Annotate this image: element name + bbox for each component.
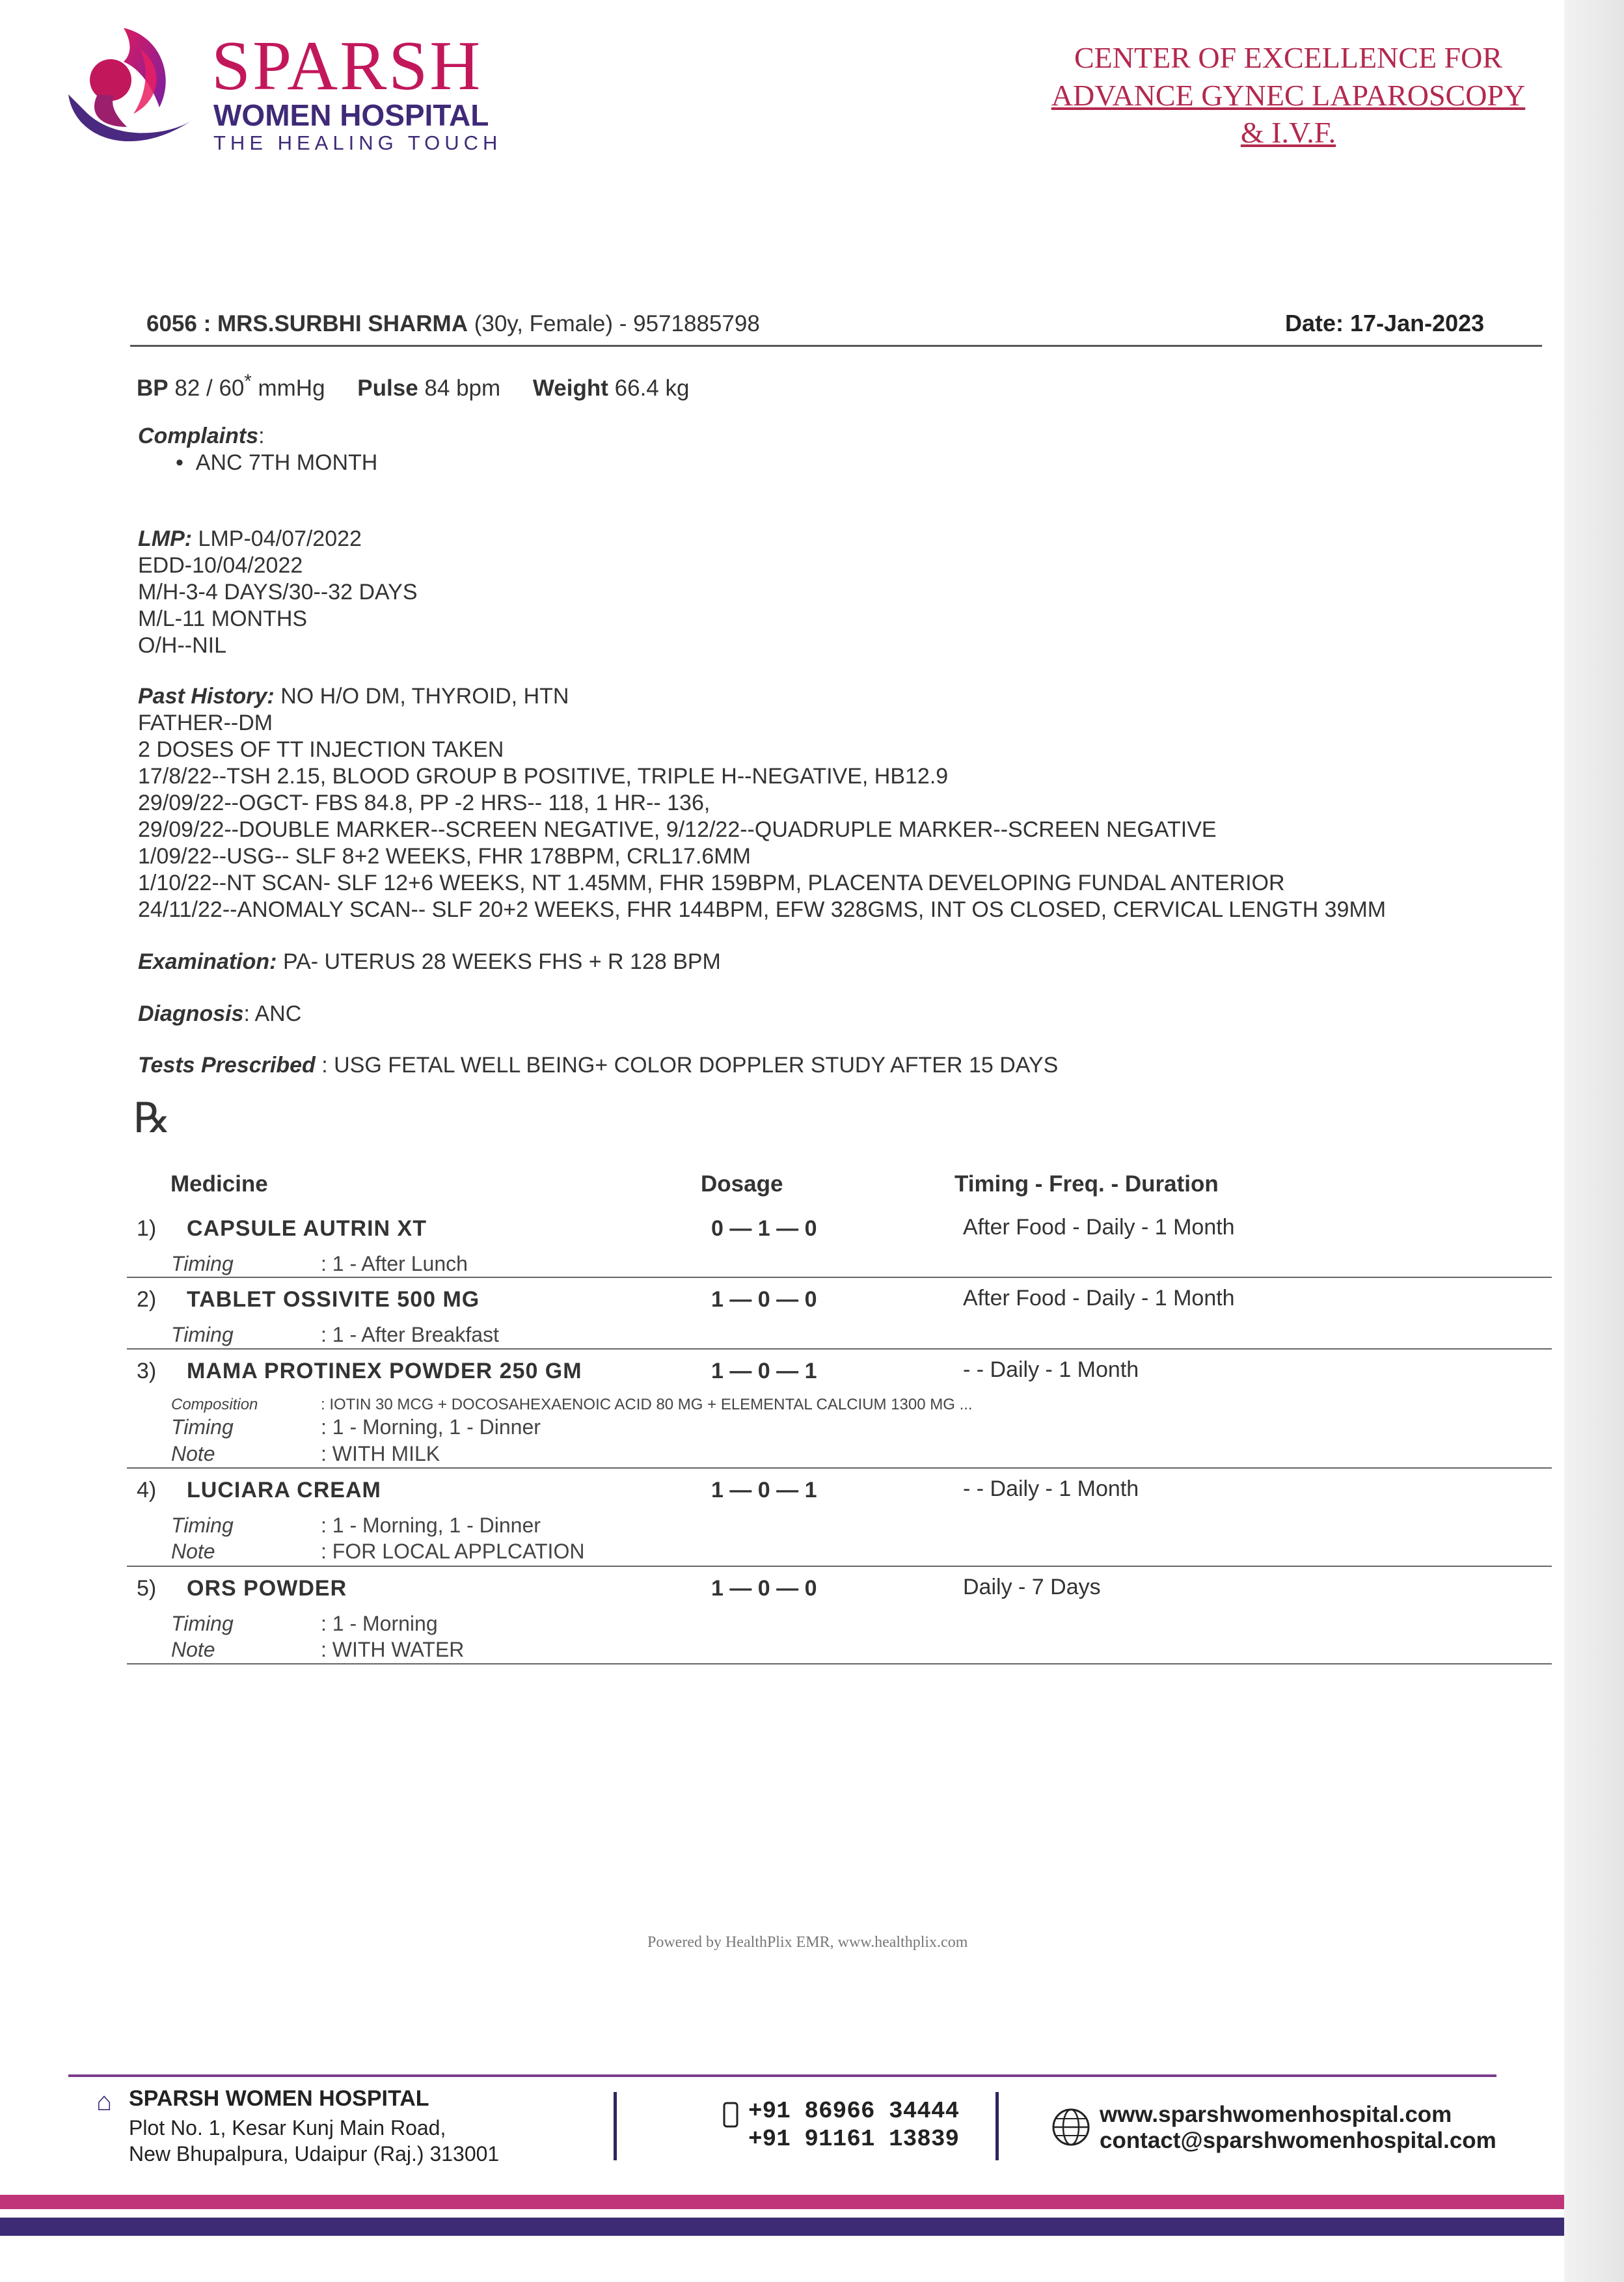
brand-name: SPARSH xyxy=(211,27,483,105)
med-num: 3) xyxy=(137,1359,157,1383)
lmp-line: EDD-10/04/2022 xyxy=(138,553,303,578)
med-freq: After Food - Daily - 1 Month xyxy=(963,1215,1235,1240)
past-history-line: 1/10/22--NT SCAN- SLF 12+6 WEEKS, NT 1.45MM, FHR 159BPM, PLACENTA DEVELOPING FUNDAL ANTERIOR xyxy=(138,871,1285,895)
composition-value: : IOTIN 30 MCG + DOCOSAHEXAENOIC ACID 80 MG + ELEMENTAL CALCIUM 1300 MG ... xyxy=(321,1396,973,1413)
lmp-label: LMP: xyxy=(138,526,193,551)
timing-value: : 1 - Morning xyxy=(321,1612,438,1635)
visit-date: Date: 17-Jan-2023 xyxy=(1285,310,1485,336)
footer-separator xyxy=(995,2092,999,2160)
footer-address-2: New Bhupalpura, Udaipur (Raj.) 313001 xyxy=(129,2142,500,2166)
lmp-line: M/H-3-4 DAYS/30--32 DAYS xyxy=(138,580,418,604)
timing-label: Timing xyxy=(171,1612,234,1635)
note-label: Note xyxy=(171,1442,215,1465)
past-history-line: 2 DOSES OF TT INJECTION TAKEN xyxy=(138,737,504,762)
examination-section xyxy=(138,949,721,975)
med-name: ORS POWDER xyxy=(187,1576,347,1601)
lmp-line: O/H--NIL xyxy=(138,633,226,658)
past-history-label: Past History: xyxy=(138,684,275,709)
past-history-line: 29/09/22--OGCT- FBS 84.8, PP -2 HRS-- 118, 1 HR-- 136, xyxy=(138,791,710,815)
timing-label: Timing xyxy=(171,1252,234,1275)
med-num: 2) xyxy=(137,1287,157,1312)
timing-value: : 1 - Morning, 1 - Dinner xyxy=(321,1514,541,1537)
med-num: 5) xyxy=(137,1576,157,1601)
pulse-label: Pulse xyxy=(357,375,418,401)
vitals xyxy=(137,371,715,401)
row-divider xyxy=(127,1566,1552,1567)
bp-value: 82 / 60 xyxy=(174,375,245,401)
med-freq: - - Daily - 1 Month xyxy=(963,1357,1139,1382)
tests-label: Tests Prescribed xyxy=(138,1053,316,1078)
footer-website[interactable]: www.sparshwomenhospital.com xyxy=(1100,2102,1452,2127)
diagnosis-label: Diagnosis xyxy=(138,1001,244,1026)
examination-label: Examination: xyxy=(138,949,277,974)
past-history-line: 29/09/22--DOUBLE MARKER--SCREEN NEGATIVE, 9/12/22--QUADRUPLE MARKER--SCREEN NEGATIVE xyxy=(138,817,1217,842)
rx-icon: ℞ xyxy=(133,1095,171,1141)
timing-label: Timing xyxy=(171,1323,234,1346)
complaints-label: Complaints xyxy=(138,424,259,448)
footer-phone-1: +91 86966 34444 xyxy=(748,2098,960,2125)
complaint-item: ANC 7TH MONTH xyxy=(195,450,378,475)
bp-label: BP xyxy=(137,375,169,401)
med-freq: After Food - Daily - 1 Month xyxy=(963,1286,1235,1311)
med-dosage: 1 — 0 — 1 xyxy=(711,1478,817,1502)
past-history-line: FATHER--DM xyxy=(138,711,273,735)
footer-hospital-name: SPARSH WOMEN HOSPITAL xyxy=(129,2086,429,2111)
patient-phone: - 9571885798 xyxy=(619,311,760,336)
med-name: LUCIARA CREAM xyxy=(187,1478,381,1502)
med-name: TABLET OSSIVITE 500 MG xyxy=(187,1287,480,1312)
phone-icon xyxy=(722,2102,739,2128)
note-label: Note xyxy=(171,1638,215,1661)
med-num: 1) xyxy=(137,1216,157,1241)
med-dosage: 0 — 1 — 0 xyxy=(711,1216,817,1241)
tests-section xyxy=(138,1052,1058,1079)
coe-line-3: & I.V.F. xyxy=(1240,116,1336,149)
weight-label: Weight xyxy=(532,375,608,401)
footer-purple-bar xyxy=(0,2218,1564,2236)
composition-label: Composition xyxy=(171,1396,258,1413)
footer-top-rule xyxy=(68,2074,1496,2077)
footer-phone-2: +91 91161 13839 xyxy=(748,2126,960,2153)
tests-value: : USG FETAL WELL BEING+ COLOR DOPPLER STUDY AFTER 15 DAYS xyxy=(321,1053,1059,1078)
sparsh-logo-icon xyxy=(62,23,208,163)
footer-separator xyxy=(614,2092,617,2160)
globe-icon xyxy=(1051,2107,1091,2147)
col-dosage: Dosage xyxy=(701,1171,783,1197)
bp-mark: * xyxy=(244,371,252,392)
note-label: Note xyxy=(171,1540,215,1563)
past-history-line: 17/8/22--TSH 2.15, BLOOD GROUP B POSITIVE, TRIPLE H--NEGATIVE, HB12.9 xyxy=(138,764,949,789)
bp-unit: mmHg xyxy=(258,375,325,401)
col-timing: Timing - Freq. - Duration xyxy=(954,1171,1219,1197)
timing-label: Timing xyxy=(171,1415,234,1439)
row-divider xyxy=(127,1663,1552,1664)
med-dosage: 1 — 0 — 1 xyxy=(711,1359,817,1383)
past-history-line: 24/11/22--ANOMALY SCAN-- SLF 20+2 WEEKS, FHR 144BPM, EFW 328GMS, INT OS CLOSED, CERVICAL LENGTH 39MM xyxy=(138,897,1387,922)
weight-value: 66.4 kg xyxy=(614,375,690,401)
brand-tagline: THE HEALING TOUCH xyxy=(213,131,502,154)
lmp-section xyxy=(138,526,418,659)
coe-line-1: CENTER OF EXCELLENCE FOR xyxy=(1074,41,1503,74)
home-icon: ⌂ xyxy=(96,2087,113,2116)
patient-divider xyxy=(130,345,1542,347)
note-value: : WITH MILK xyxy=(321,1442,440,1465)
med-dosage: 1 — 0 — 0 xyxy=(711,1576,817,1601)
med-dosage: 1 — 0 — 0 xyxy=(711,1287,817,1312)
lmp-line: M/L-11 MONTHS xyxy=(138,606,308,631)
past-history-line: NO H/O DM, THYROID, HTN xyxy=(280,684,569,709)
complaints-colon: : xyxy=(258,424,265,448)
footer-email[interactable]: contact@sparshwomenhospital.com xyxy=(1100,2128,1496,2153)
examination-value: PA- UTERUS 28 WEEKS FHS + R 128 BPM xyxy=(282,949,721,974)
timing-value: : 1 - After Lunch xyxy=(321,1252,468,1275)
med-name: CAPSULE AUTRIN XT xyxy=(187,1216,427,1241)
scan-edge-shadow xyxy=(1564,0,1624,2282)
patient-age-gender: (30y, Female) xyxy=(474,311,614,336)
pulse-value: 84 bpm xyxy=(424,375,501,401)
med-freq: Daily - 7 Days xyxy=(963,1575,1101,1599)
patient-info xyxy=(146,311,760,337)
lmp-line: LMP-04/07/2022 xyxy=(198,526,362,551)
med-freq: - - Daily - 1 Month xyxy=(963,1476,1139,1501)
brand-subtitle: WOMEN HOSPITAL xyxy=(213,98,489,132)
patient-id-name: 6056 : MRS.SURBHI SHARMA xyxy=(146,311,468,336)
row-divider xyxy=(127,1467,1552,1469)
powered-by: Powered by HealthPlix EMR, www.healthplix.com xyxy=(647,1934,968,1951)
row-divider xyxy=(127,1348,1552,1350)
diagnosis-value: : ANC xyxy=(243,1001,302,1026)
diagnosis-section xyxy=(138,1001,301,1027)
timing-label: Timing xyxy=(171,1514,234,1537)
med-name: MAMA PROTINEX POWDER 250 GM xyxy=(187,1359,582,1383)
past-history-line: 1/09/22--USG-- SLF 8+2 WEEKS, FHR 178BPM, CRL17.6MM xyxy=(138,844,751,869)
col-medicine: Medicine xyxy=(170,1171,268,1197)
past-history-section xyxy=(138,683,1386,923)
note-value: : WITH WATER xyxy=(321,1638,465,1661)
center-of-excellence xyxy=(1041,39,1536,152)
timing-value: : 1 - Morning, 1 - Dinner xyxy=(321,1415,541,1439)
coe-line-2: ADVANCE GYNEC LAPAROSCOPY xyxy=(1051,78,1526,112)
note-value: : FOR LOCAL APPLCATION xyxy=(321,1540,585,1563)
footer-address-1: Plot No. 1, Kesar Kunj Main Road, xyxy=(129,2116,446,2139)
timing-value: : 1 - After Breakfast xyxy=(321,1323,499,1346)
med-num: 4) xyxy=(137,1478,157,1502)
complaints-section xyxy=(138,423,377,476)
bullet-icon: • xyxy=(176,450,196,475)
footer-pink-bar xyxy=(0,2195,1564,2209)
row-divider xyxy=(127,1277,1552,1278)
